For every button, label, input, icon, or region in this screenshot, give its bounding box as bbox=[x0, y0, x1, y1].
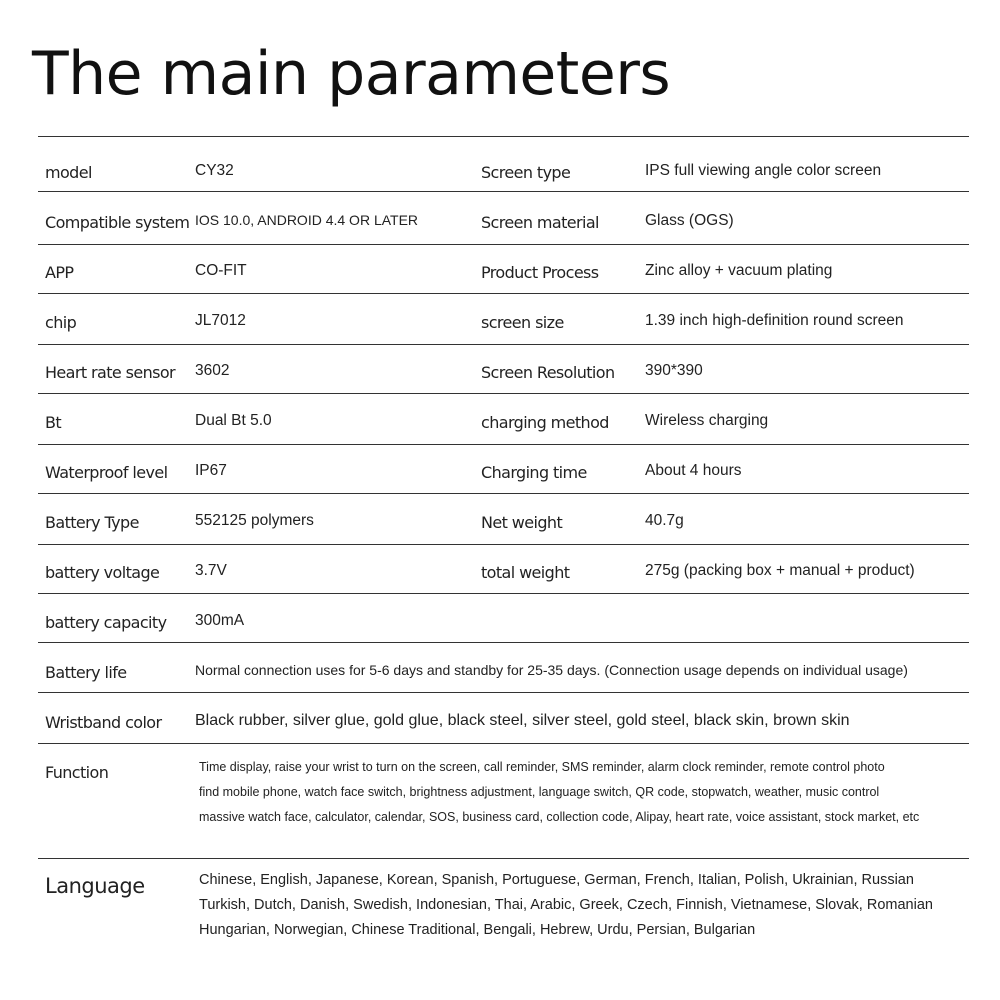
param-value: IPS full viewing angle color screen bbox=[645, 162, 882, 179]
divider bbox=[38, 642, 969, 643]
param-label: Language bbox=[45, 874, 145, 898]
param-value: Black rubber, silver glue, gold glue, black steel, silver steel, gold steel, black skin, brown skin bbox=[195, 712, 850, 729]
param-label: model bbox=[45, 163, 92, 182]
param-label: Heart rate sensor bbox=[45, 363, 176, 382]
divider bbox=[38, 692, 969, 693]
param-value: 1.39 inch high-definition round screen bbox=[645, 312, 904, 329]
function-line: find mobile phone, watch face switch, brightness adjustment, language switch, QR code, stopwatch, weather, music control bbox=[199, 785, 880, 799]
divider bbox=[38, 344, 969, 345]
param-label: Battery life bbox=[45, 663, 127, 682]
param-value: Wireless charging bbox=[645, 412, 769, 429]
param-value: Glass (OGS) bbox=[645, 212, 734, 229]
divider bbox=[38, 393, 969, 394]
param-value: CO-FIT bbox=[195, 262, 247, 279]
divider bbox=[38, 444, 969, 445]
divider bbox=[38, 743, 969, 744]
param-value: Dual Bt 5.0 bbox=[195, 412, 272, 429]
param-label: Screen Resolution bbox=[481, 363, 615, 382]
param-value: 552125 polymers bbox=[195, 512, 314, 529]
param-label: APP bbox=[45, 263, 74, 282]
function-line: massive watch face, calculator, calendar, SOS, business card, collection code, Alipay, heart rate, voice assistant, stock market, etc bbox=[199, 810, 920, 824]
param-label: battery voltage bbox=[45, 563, 160, 582]
param-value: Zinc alloy + vacuum plating bbox=[645, 262, 833, 279]
divider bbox=[38, 293, 969, 294]
param-value: 300mA bbox=[195, 612, 245, 629]
param-value: Normal connection uses for 5-6 days and standby for 25-35 days. (Connection usage depends on individual usage) bbox=[195, 662, 908, 678]
param-label: Waterproof level bbox=[45, 463, 168, 482]
param-label: Function bbox=[45, 763, 109, 782]
param-value: 3.7V bbox=[195, 562, 227, 579]
param-label: Wristband color bbox=[45, 713, 162, 732]
param-label: Compatible system bbox=[45, 213, 190, 232]
param-label: Screen type bbox=[481, 163, 571, 182]
param-value: CY32 bbox=[195, 162, 234, 179]
divider bbox=[38, 136, 969, 137]
page-title: The main parameters bbox=[32, 39, 671, 109]
param-label: chip bbox=[45, 313, 77, 332]
param-label: Product Process bbox=[481, 263, 599, 282]
divider bbox=[38, 191, 969, 192]
divider bbox=[38, 858, 969, 859]
language-line: Hungarian, Norwegian, Chinese Traditional, Bengali, Hebrew, Urdu, Persian, Bulgarian bbox=[199, 922, 756, 938]
function-line: Time display, raise your wrist to turn on the screen, call reminder, SMS reminder, alarm clock reminder, remote control photo bbox=[199, 760, 885, 774]
divider bbox=[38, 244, 969, 245]
param-value: 3602 bbox=[195, 362, 230, 379]
divider bbox=[38, 544, 969, 545]
param-label: charging method bbox=[481, 413, 609, 432]
param-value: 390*390 bbox=[645, 362, 703, 379]
param-label: battery capacity bbox=[45, 613, 167, 632]
param-value: IP67 bbox=[195, 462, 227, 479]
param-value: 275g (packing box + manual + product) bbox=[645, 562, 915, 579]
param-label: Battery Type bbox=[45, 513, 139, 532]
param-value: 40.7g bbox=[645, 512, 684, 529]
param-label: Charging time bbox=[481, 463, 587, 482]
language-line: Chinese, English, Japanese, Korean, Spanish, Portuguese, German, French, Italian, Polish, Ukrainian, Russian bbox=[199, 872, 914, 888]
divider bbox=[38, 493, 969, 494]
divider bbox=[38, 593, 969, 594]
param-value: About 4 hours bbox=[645, 462, 742, 479]
param-label: screen size bbox=[481, 313, 564, 332]
param-value: JL7012 bbox=[195, 312, 246, 329]
language-line: Turkish, Dutch, Danish, Swedish, Indonesian, Thai, Arabic, Greek, Czech, Finnish, Vietnamese, Slovak, Romanian bbox=[199, 897, 933, 913]
param-label: Bt bbox=[45, 413, 62, 432]
param-label: Net weight bbox=[481, 513, 563, 532]
param-value: IOS 10.0, ANDROID 4.4 OR LATER bbox=[195, 212, 419, 228]
param-label: total weight bbox=[481, 563, 570, 582]
param-label: Screen material bbox=[481, 213, 599, 232]
